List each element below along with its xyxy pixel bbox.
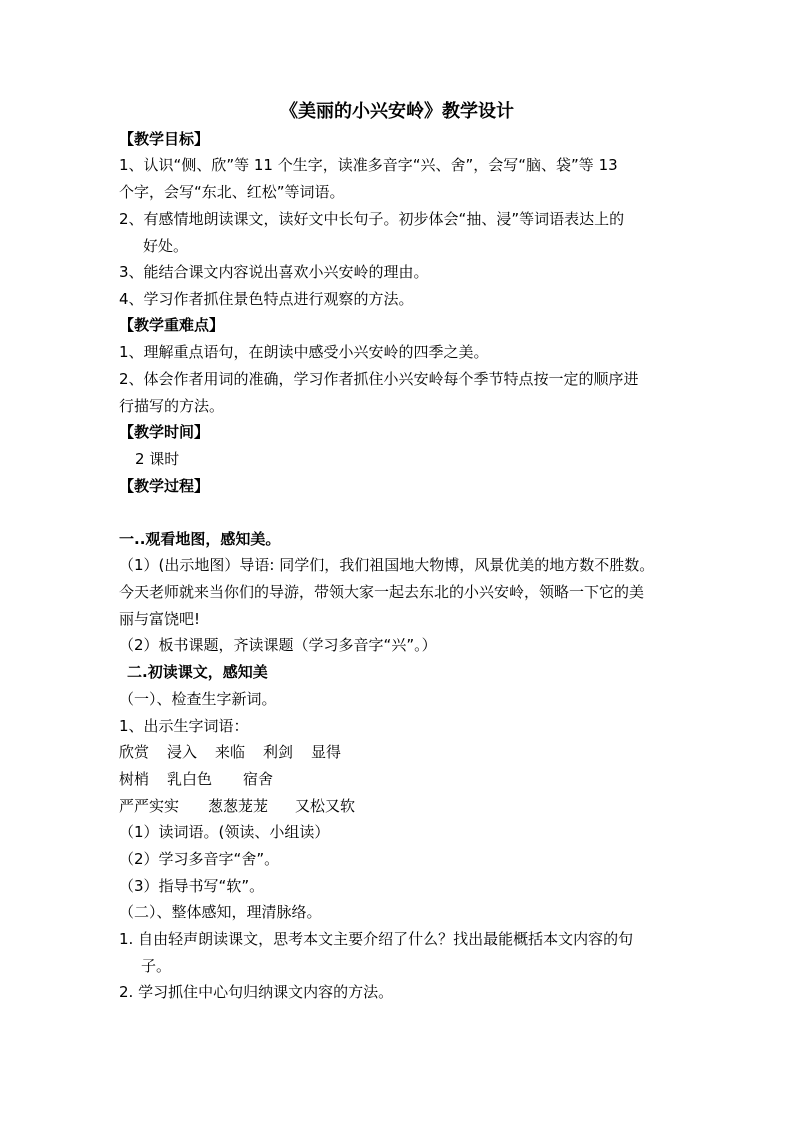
vocabulary-word: 欣赏 <box>119 743 150 761</box>
subsection-2-title: （二）、整体感知，理清脉络。 <box>119 903 322 921</box>
objective-1-line-1: 1、认识“侧、欣”等 11 个生字，读准多音字“兴、舍”，会写“脑、袋”等 13 <box>119 156 618 174</box>
section-1-paragraph-2: （2）板书课题，齐读课题（学习多音字“兴”。） <box>119 636 437 654</box>
step-1-title: 1、出示生字词语： <box>119 717 249 735</box>
objective-4: 4、学习作者抓住景色特点进行观察的方法。 <box>119 290 414 308</box>
document-title: 《美丽的小兴安岭》教学设计 <box>280 101 514 122</box>
process-heading: 【教学过程】 <box>119 477 210 495</box>
subsection-1-title: （一）、检查生字新词。 <box>119 690 277 708</box>
key-point-1: 1、理解重点语句，在朗读中感受小兴安岭的四季之美。 <box>119 343 489 361</box>
question-1-line-2: 子。 <box>141 957 172 975</box>
vocabulary-word: 来临 <box>215 743 246 761</box>
question-1-line-1: 1. 自由轻声朗读课文，思考本文主要介绍了什么？找出最能概括本文内容的句 <box>119 930 634 948</box>
vocabulary-word: 又松又软 <box>295 797 356 815</box>
task-3: （3）指导书写“软”。 <box>119 877 265 895</box>
objectives-heading: 【教学目标】 <box>119 130 210 148</box>
key-point-2-line-1: 2、体会作者用词的准确，学习作者抓住小兴安岭每个季节特点按一定的顺序进 <box>119 370 639 388</box>
objective-1-line-2: 个字，会写“东北、红松”等词语。 <box>119 183 345 201</box>
section-1-paragraph-1-line-3: 丽与富饶吧! <box>119 610 201 628</box>
objective-2-line-2: 好处。 <box>143 237 189 255</box>
task-1: （1）读词语。(领读、小组读） <box>119 823 330 841</box>
objective-2-line-1: 2、有感情地朗读课文，读好文中长句子。初步体会“抽、浸”等词语表达上的 <box>119 210 625 228</box>
section-1-paragraph-1-line-1: （1）(出示地图）导语: 同学们，我们祖国地大物博，风景优美的地方数不胜数。 <box>119 556 655 574</box>
vocabulary-word: 宿舍 <box>243 770 274 788</box>
vocabulary-word: 树梢 <box>119 770 150 788</box>
question-2: 2. 学习抓住中心句归纳课文内容的方法。 <box>119 983 394 1001</box>
section-1-title: 一..观看地图，感知美。 <box>119 530 281 548</box>
vocabulary-word: 利剑 <box>263 743 294 761</box>
time-heading: 【教学时间】 <box>119 423 210 441</box>
section-2-title: 二.初读课文，感知美 <box>127 663 268 681</box>
objective-3: 3、能结合课文内容说出喜欢小兴安岭的理由。 <box>119 263 429 281</box>
key-points-heading: 【教学重难点】 <box>119 316 225 334</box>
vocabulary-word: 严严实实 <box>119 797 180 815</box>
vocabulary-row-2 <box>119 769 679 789</box>
key-point-2-line-2: 行描写的方法。 <box>119 397 225 415</box>
vocabulary-word: 浸入 <box>167 743 198 761</box>
vocabulary-word: 葱葱茏茏 <box>208 797 269 815</box>
vocabulary-word: 显得 <box>311 743 342 761</box>
vocabulary-row-1 <box>119 742 679 762</box>
vocabulary-word: 乳白色 <box>167 770 213 788</box>
vocabulary-row-3 <box>119 796 679 816</box>
time-value: 2 课时 <box>135 450 180 468</box>
section-1-paragraph-1-line-2: 今天老师就来当你们的导游，带领大家一起去东北的小兴安岭，领略一下它的美 <box>119 583 645 601</box>
task-2: （2）学习多音字“舍”。 <box>119 850 280 868</box>
